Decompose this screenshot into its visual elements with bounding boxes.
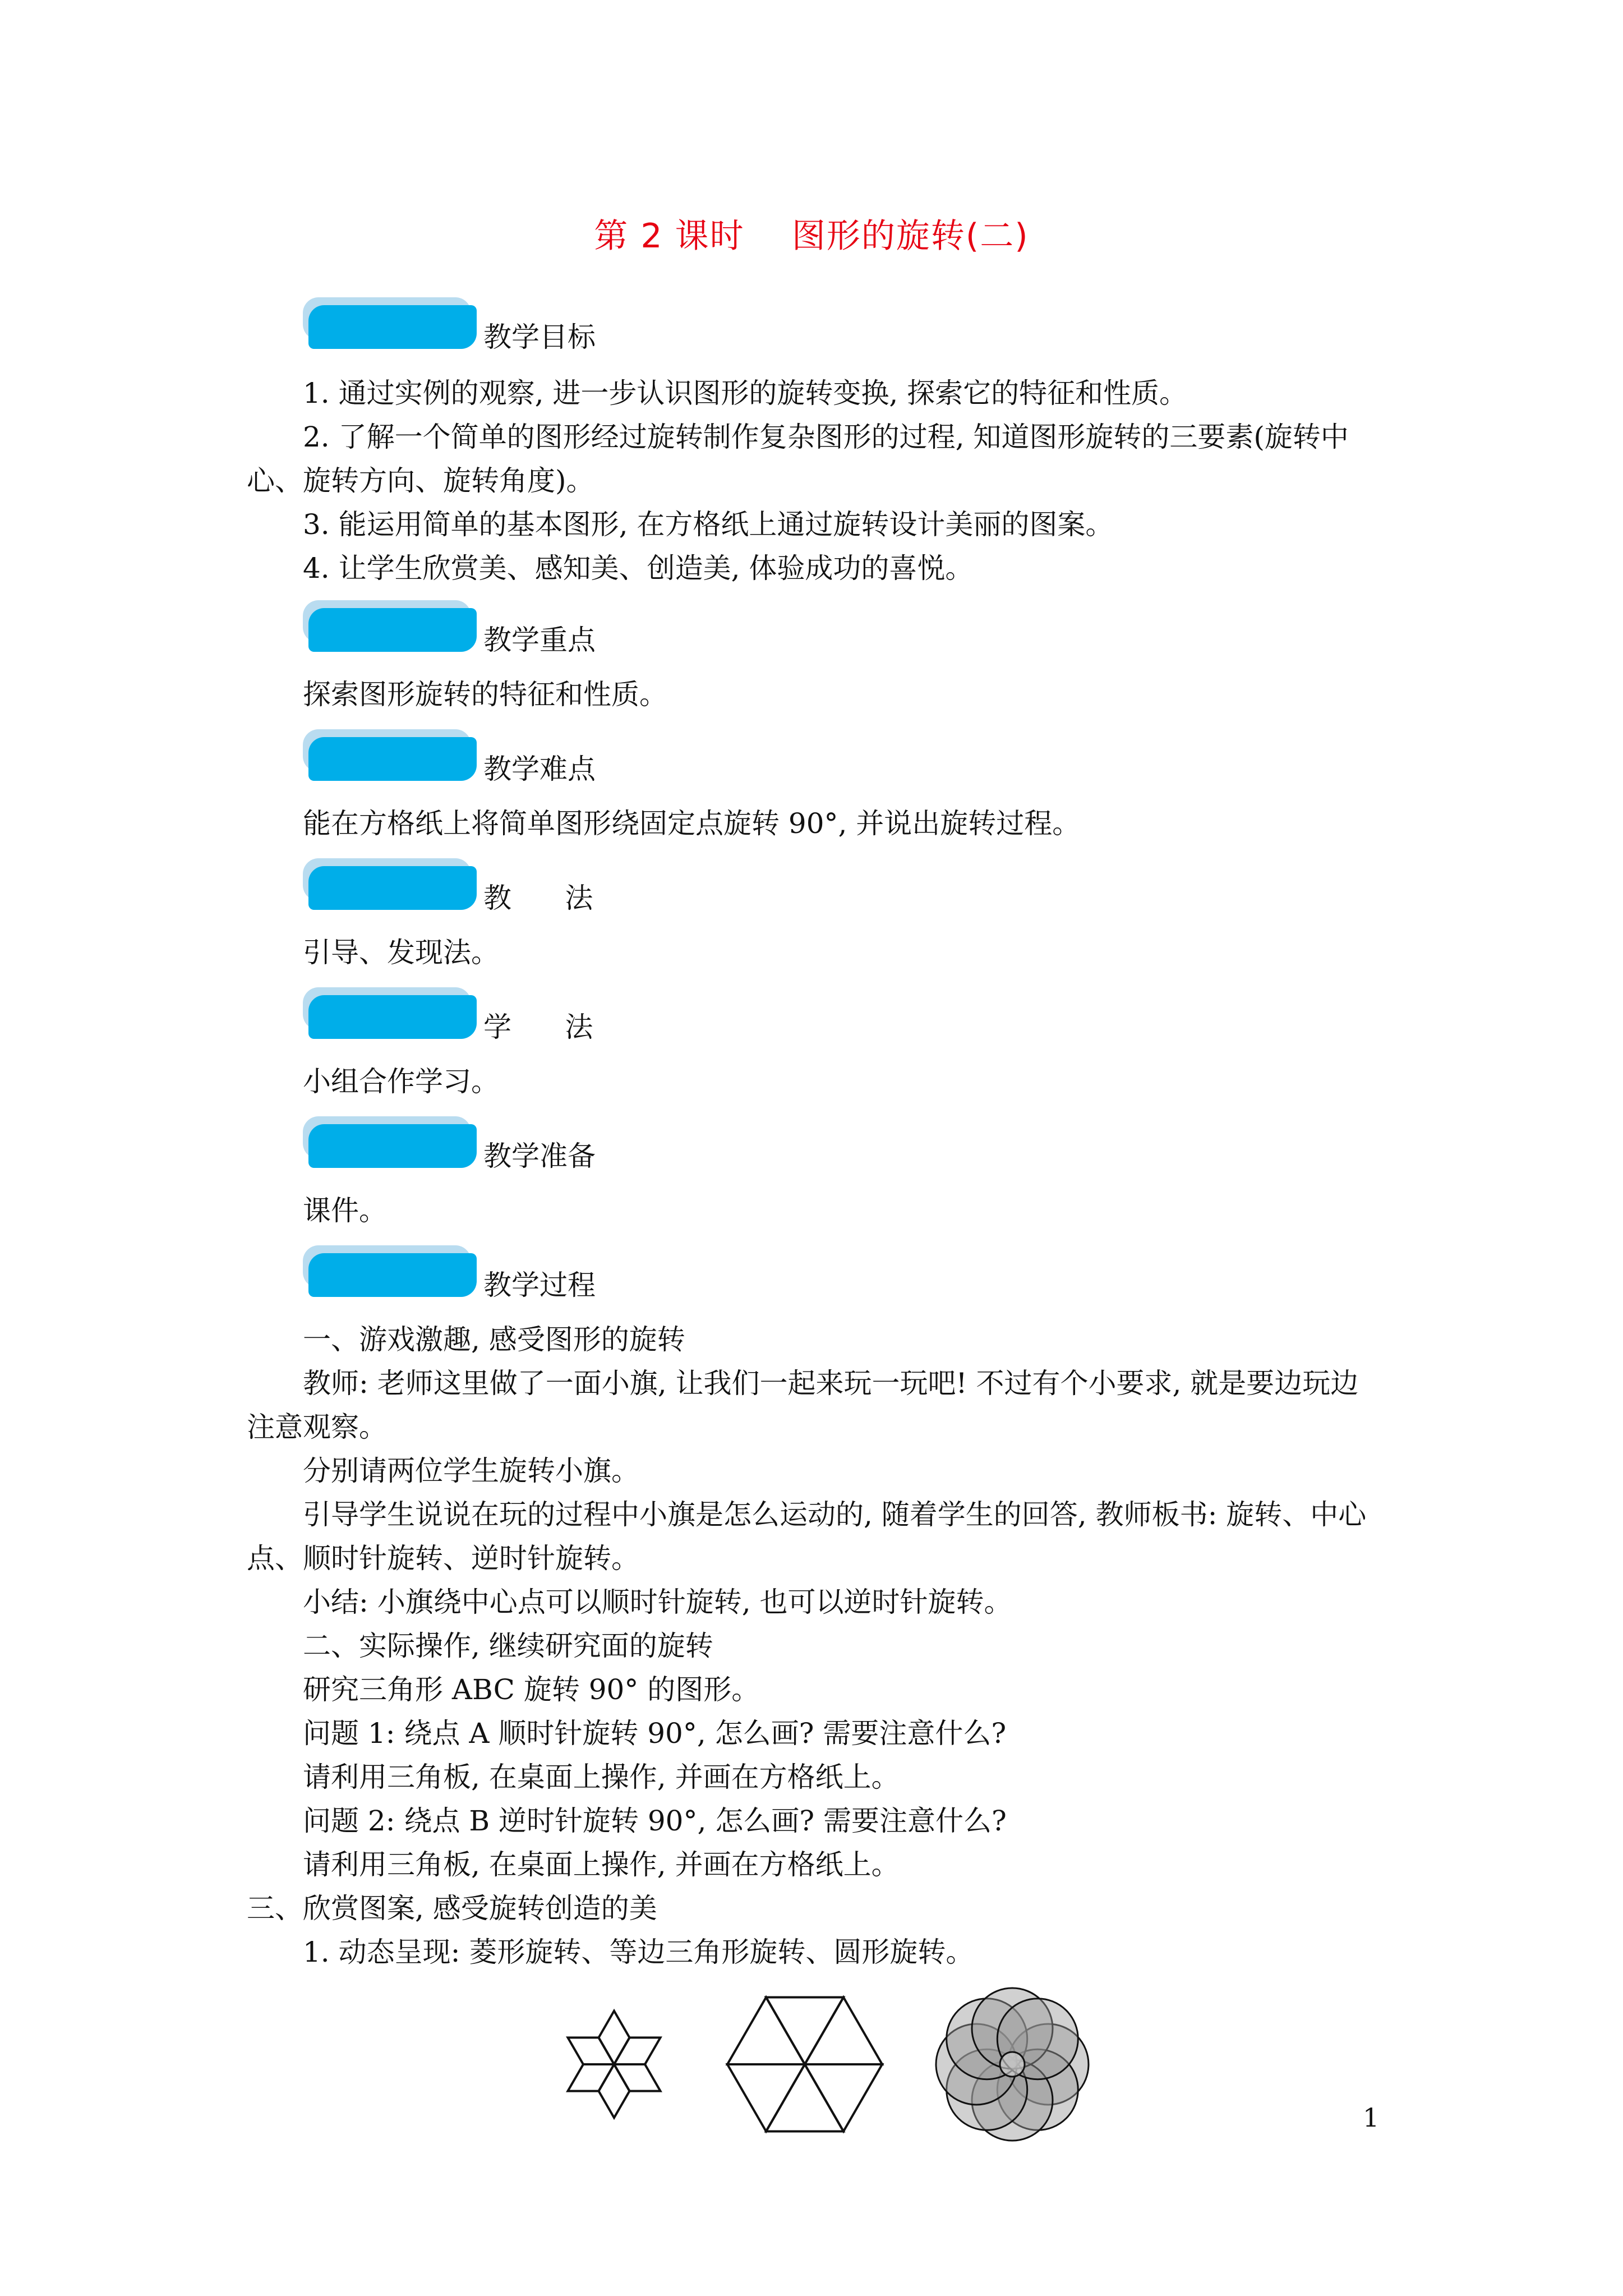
process-line: 注意观察。 <box>247 1411 387 1443</box>
section-badge <box>303 987 477 1039</box>
page-title: 第 2 课时 图形的旋转(二) <box>594 217 1029 256</box>
rhombus-shape <box>599 2064 630 2118</box>
rhombus-shape <box>599 2011 630 2064</box>
section-process <box>303 1240 976 1307</box>
equilateral-triangle-shape <box>766 1998 843 2065</box>
objective-line: 1. 通过实例的观察, 进一步认识图形的旋转变换, 探索它的特征和性质。 <box>303 377 1188 409</box>
process-line: 三、欣赏图案, 感受旋转创造的美 <box>247 1892 657 1925</box>
rhombus-shape <box>568 2037 615 2064</box>
process-line: 引导学生说说在玩的过程中小旗是怎么运动的, 随着学生的回答, 教师板书: 旋转、中心 <box>303 1498 1367 1531</box>
section-learning-method <box>303 982 976 1049</box>
process-line: 请利用三角板, 在桌面上操作, 并画在方格纸上。 <box>303 1761 900 1793</box>
equilateral-triangle-shape <box>727 1998 805 2065</box>
section-key-points <box>303 595 976 662</box>
process-line: 问题 2: 绕点 B 逆时针旋转 90°, 怎么画? 需要注意什么? <box>303 1805 1007 1837</box>
key-points-text: 探索图形旋转的特征和性质。 <box>303 678 667 711</box>
equilateral-triangle-shape <box>727 2064 805 2132</box>
equilateral-triangle-shape <box>766 2064 843 2132</box>
objective-line: 3. 能运用简单的基本图形, 在方格纸上通过旋转设计美丽的图案。 <box>303 508 1114 541</box>
section-label: 学 法 <box>483 1011 593 1043</box>
rhombus-shape <box>568 2064 615 2091</box>
process-line: 点、顺时针旋转、逆时针旋转。 <box>247 1542 639 1575</box>
section-preparation <box>303 1111 976 1178</box>
process-line: 小结: 小旗绕中心点可以顺时针旋转, 也可以逆时针旋转。 <box>303 1586 1012 1618</box>
process-line: 请利用三角板, 在桌面上操作, 并画在方格纸上。 <box>303 1848 900 1881</box>
section-label: 教学过程 <box>483 1269 596 1301</box>
section-badge <box>303 858 477 910</box>
teaching-method-text: 引导、发现法。 <box>303 936 499 969</box>
circle-rotation-figure <box>928 1983 1096 2146</box>
center-circle-shape <box>1000 2052 1025 2077</box>
preparation-text: 课件。 <box>303 1194 387 1227</box>
section-label: 教 法 <box>483 882 593 914</box>
objective-line: 心、旋转方向、旋转角度)。 <box>247 464 594 497</box>
section-teaching-method <box>303 853 976 920</box>
process-line: 二、实际操作, 继续研究面的旋转 <box>303 1630 713 1662</box>
process-line: 问题 1: 绕点 A 顺时针旋转 90°, 怎么画? 需要注意什么? <box>303 1717 1007 1750</box>
triangle-rotation-figure <box>721 1980 889 2148</box>
section-label: 教学目标 <box>483 321 596 353</box>
section-label: 教学重点 <box>483 624 596 656</box>
learning-method-text: 小组合作学习。 <box>303 1065 499 1098</box>
section-badge <box>303 729 477 781</box>
page-number: 1 <box>1363 2102 1380 2133</box>
section-badge <box>303 1116 477 1168</box>
process-line: 1. 动态呈现: 菱形旋转、等边三角形旋转、圆形旋转。 <box>303 1936 974 1968</box>
rhombus-shape <box>614 2037 661 2064</box>
objective-line: 4. 让学生欣赏美、感知美、创造美, 体验成功的喜悦。 <box>303 552 974 585</box>
equilateral-triangle-shape <box>805 2064 882 2132</box>
section-label: 教学难点 <box>483 753 596 785</box>
section-objectives <box>303 292 976 359</box>
rhombus-rotation-figure <box>547 1997 681 2132</box>
process-line: 研究三角形 ABC 旋转 90° 的图形。 <box>303 1673 760 1706</box>
difficulties-text: 能在方格纸上将简单图形绕固定点旋转 90°, 并说出旋转过程。 <box>303 807 1081 840</box>
process-line: 分别请两位学生旋转小旗。 <box>303 1455 639 1487</box>
objective-line: 2. 了解一个简单的图形经过旋转制作复杂图形的过程, 知道图形旋转的三要素(旋转中 <box>303 421 1349 453</box>
section-badge <box>303 1245 477 1297</box>
equilateral-triangle-shape <box>805 1998 882 2065</box>
section-badge <box>303 600 477 652</box>
process-line: 一、游戏激趣, 感受图形的旋转 <box>303 1323 685 1356</box>
section-label: 教学准备 <box>483 1140 596 1172</box>
process-line: 教师: 老师这里做了一面小旗, 让我们一起来玩一玩吧! 不过有个小要求, 就是要边玩边 <box>303 1367 1359 1400</box>
section-difficulties <box>303 724 976 791</box>
section-badge <box>303 297 477 349</box>
